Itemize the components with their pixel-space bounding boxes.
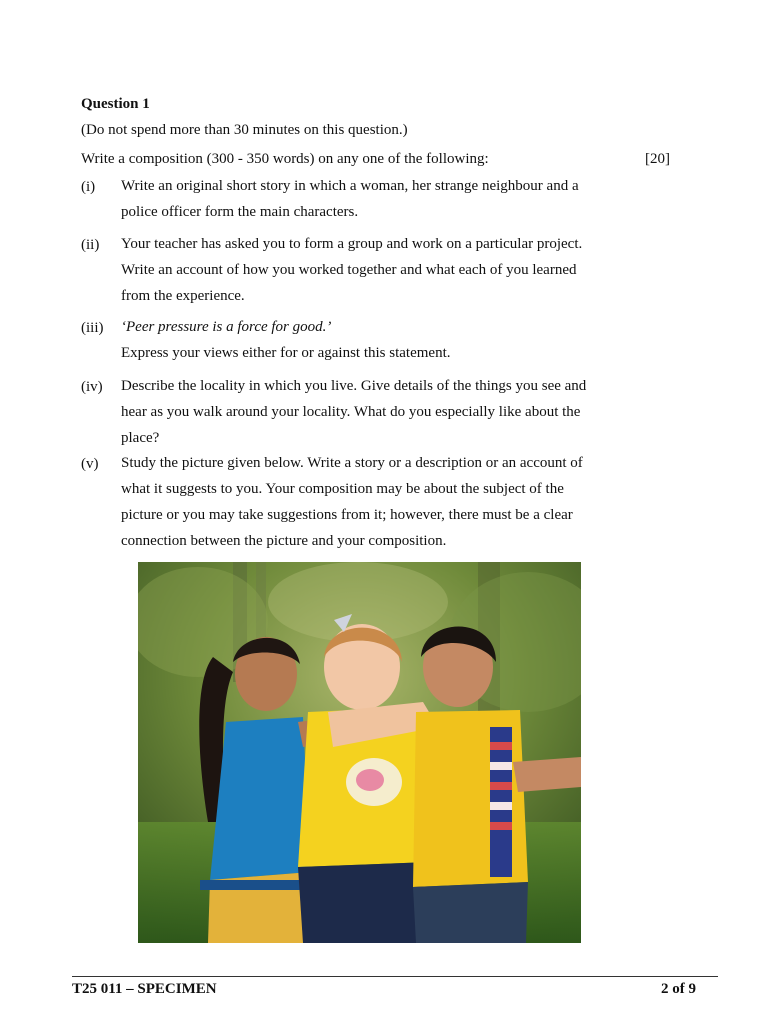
item-label-i: (i) — [81, 179, 96, 195]
item-line: from the experience. — [121, 288, 245, 304]
time-note: (Do not spend more than 30 minutes on this question.) — [81, 122, 408, 138]
footer-page-number: 2 of 9 — [661, 981, 696, 997]
item-quote: ‘Peer pressure is a force for good.’ — [121, 319, 332, 335]
item-line: picture or you may take suggestions from it; however, there must be a clear — [121, 507, 573, 523]
item-line: Write an account of how you worked together and what each of you learned — [121, 262, 577, 278]
item-text-iv — [121, 373, 603, 451]
item-label-v: (v) — [81, 456, 99, 472]
item-line: Your teacher has asked you to form a group and work on a particular project. — [121, 236, 583, 252]
item-line: Study the picture given below. Write a story or a description or an account of — [121, 455, 583, 471]
item-line: police officer form the main characters. — [121, 204, 359, 220]
children-photo — [138, 562, 581, 943]
question-title: Question 1 — [81, 96, 150, 112]
item-text-v — [121, 450, 603, 554]
footer-rule — [72, 976, 718, 977]
item-label-iii: (iii) — [81, 320, 104, 336]
item-text-iii — [121, 314, 603, 366]
instruction: Write a composition (300 - 350 words) on any one of the following: — [81, 151, 489, 167]
marks: [20] — [645, 151, 670, 167]
item-line: connection between the picture and your composition. — [121, 533, 447, 549]
item-label-iv: (iv) — [81, 379, 103, 395]
footer-code: T25 011 – SPECIMEN — [72, 981, 217, 997]
item-text-i — [121, 173, 603, 225]
children-photo-illustration — [138, 562, 581, 943]
item-text-ii — [121, 231, 603, 309]
item-line: Express your views either for or against this statement. — [121, 345, 451, 361]
item-label-ii: (ii) — [81, 237, 100, 253]
item-line: Describe the locality in which you live. Give details of the things you see and — [121, 378, 587, 394]
item-line: Write an original short story in which a woman, her strange neighbour and a — [121, 178, 579, 194]
item-line: what it suggests to you. Your composition may be about the subject of the — [121, 481, 564, 497]
item-line: hear as you walk around your locality. What do you especially like about the — [121, 404, 581, 420]
item-line: place? — [121, 430, 160, 446]
